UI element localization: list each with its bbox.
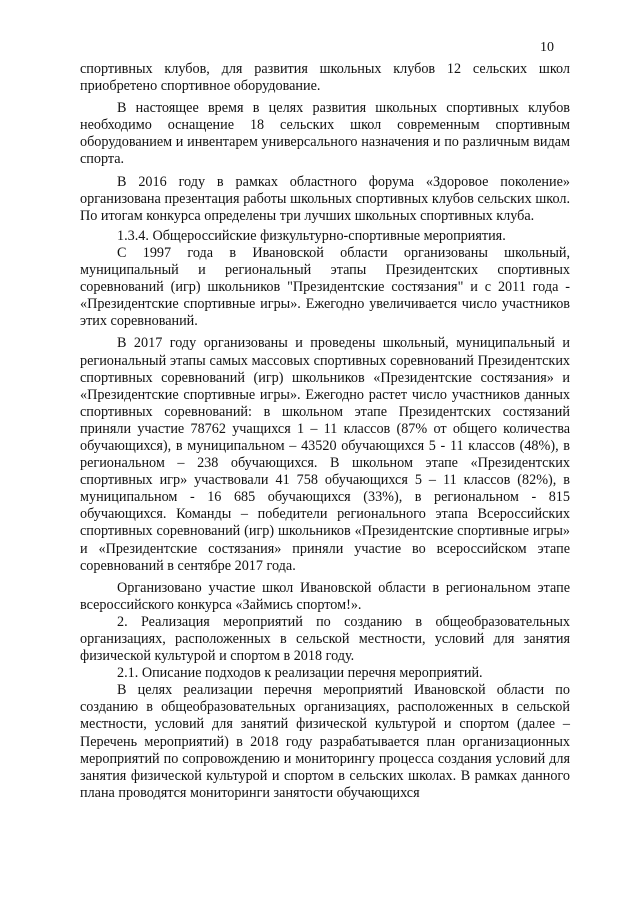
document-body xyxy=(80,61,570,802)
section-heading-2: 2. Реализация мероприятий по созданию в общеобразовательных организациях, расположенных в сельской местности, условий для занятия физической культурой и спортом в 2018 году. xyxy=(80,613,570,665)
paragraph-clubs-equipment: спортивных клубов, для развития школьных клубов 12 сельских школ приобретено спортивное оборудование. xyxy=(80,61,570,95)
paragraph-since-1997: С 1997 года в Ивановской области организованы школьный, муниципальный и региональный этапы Президентских спортивных соревнований (игр) школьников "Президентские состязания" и с 2011 года - «Президентские спортивные игры». Ежегодно увеличивается число участников этих соревнований. xyxy=(80,244,570,330)
page-number: 10 xyxy=(540,40,554,55)
paragraph-implementation-plan: В целях реализации перечня мероприятий Ивановской области по созданию в общеобразовательных организациях, расположенных в сельской местности, условий для занятий физической культурой и спортом (далее – Перечень мероприятий) в 2018 году разрабатывается план организационных мероприятий по сопровождению и мониторингу процесса создания условий для занятия физической культурой и спортом в сельских школах. В рамках данного плана проводятся мониторинги занятости обучающихся xyxy=(80,682,570,801)
paragraph-2017-competitions: В 2017 году организованы и проведены школьный, муниципальный и региональный этапы самых массовых спортивных соревнований Президентских спортивных соревнований (игр) школьников «Президентские состязания» и «Президентские спортивные игры». Ежегодно растет число участников данных спортивных соревнований: в школьном этапе Президентских состязаний приняли участие 78762 учащихся 1 – 11 классов (87% от общего количества обучающихся), в муниципальном – 43520 обучающихся 5 - 11 классов (48%), в региональном – 238 обучающихся. В школьном этапе «Президентских спортивных игр» участвовали 41 758 обучающихся 5 – 11 классов (82%), в муниципальном - 16 685 обучающихся (33%), в региональном - 815 обучающихся. Команды – победители регионального этапа Всероссийских спортивных соревнований (игр) школьников «Президентские спортивные игры» и «Президентские состязания» приняли участие во всероссийском этапе соревнований в сентябре 2017 года. xyxy=(80,335,570,574)
paragraph-equipment-needs: В настоящее время в целях развития школьных спортивных клубов необходимо оснащение 18 сельских школ современным спортивным оборудованием и инвентарем универсального назначения и по различным видам спорта. xyxy=(80,100,570,168)
paragraph-contest-participation: Организовано участие школ Ивановской области в региональном этапе всероссийского конкурса «Займись спортом!». xyxy=(80,579,570,613)
section-heading-1-3-4: 1.3.4. Общероссийские физкультурно-спортивные мероприятия. xyxy=(117,227,506,244)
section-heading-2-1: 2.1. Описание подходов к реализации перечня мероприятий. xyxy=(117,665,483,682)
paragraph-forum-2016: В 2016 году в рамках областного форума «Здоровое поколение» организована презентация работы школьных спортивных клубов сельских школ. По итогам конкурса определены три лучших школьных спортивных клуба. xyxy=(80,173,570,224)
